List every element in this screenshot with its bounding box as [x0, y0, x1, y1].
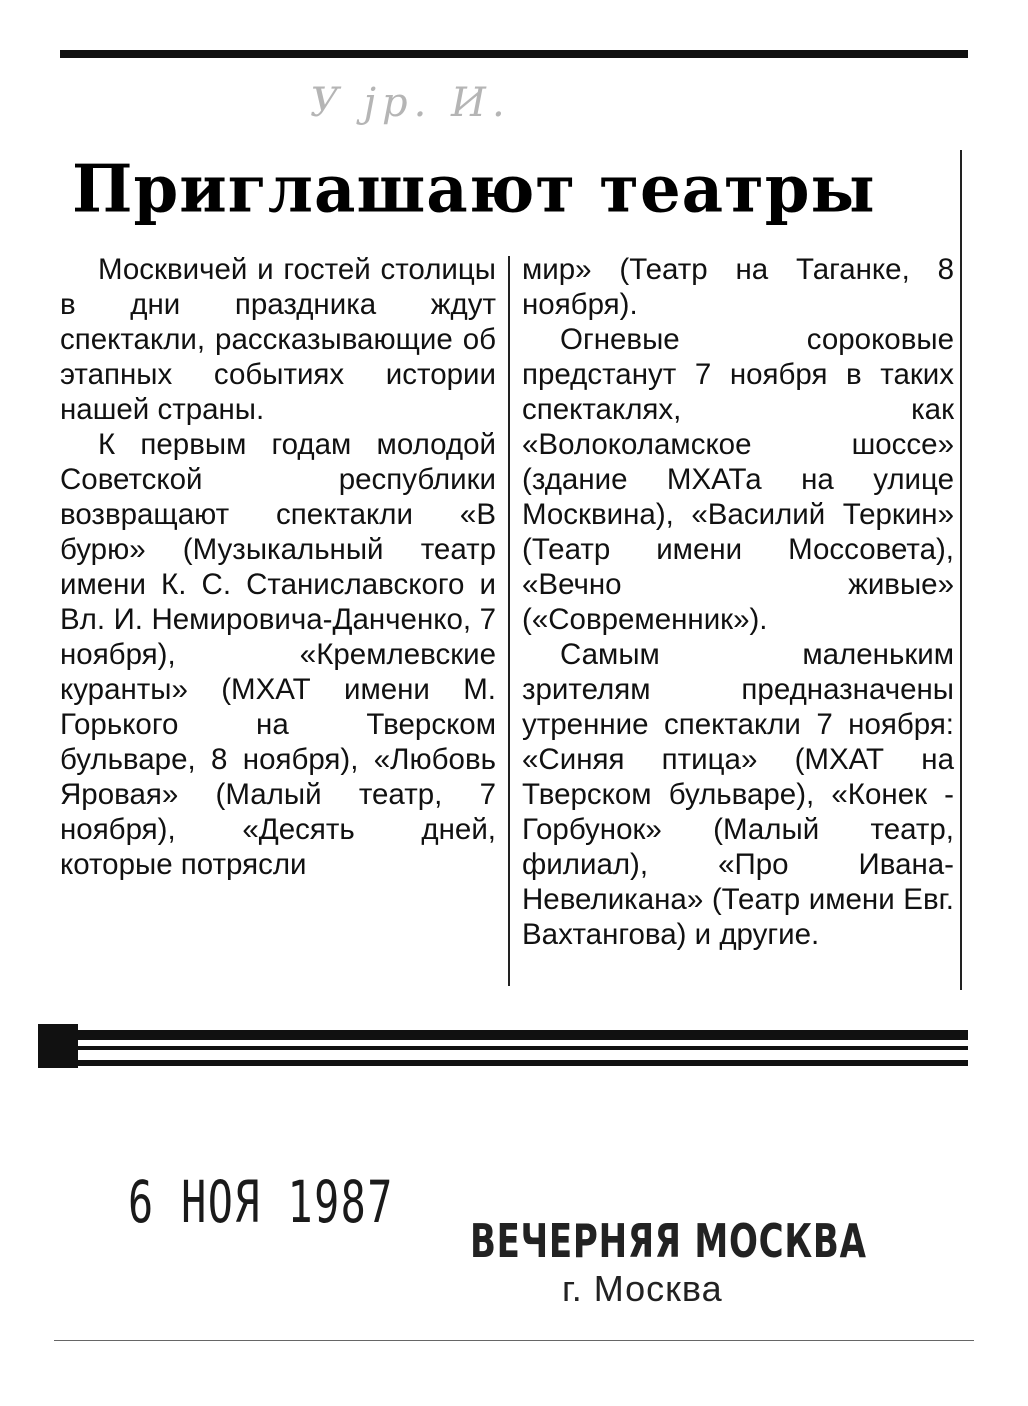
bottom-rule [40, 1030, 968, 1040]
city-stamp: г. Москва [562, 1268, 723, 1309]
paragraph: мир» (Театр на Таганке, 8 ноября). [522, 253, 954, 321]
newspaper-stamp: ВЕЧЕРНЯЯ МОСКВА [470, 1214, 867, 1268]
bottom-rule [40, 1046, 968, 1050]
paragraph: Огневые сороковые предстанут 7 ноября в таких спектаклях, как «Волоколамское шоссе» (здание МХАТа на улице Москвина), «Василий Теркин» (Театр имени Моссовета), «Вечно живые» («Современник»). [522, 323, 954, 636]
column-divider [508, 256, 510, 986]
footer-line [54, 1340, 974, 1341]
top-rule [60, 50, 968, 58]
paragraph: Самым маленьким зрителям предназначены утренние спектакли 7 ноября: «Синяя птица» (МХАТ на Тверском бульваре), «Конек - Горбунок» (Малый театр, филиал), «Про Ивана-Невеликана» (Театр имени Евг. Вахтангова) и другие. [522, 638, 954, 951]
bottom-rule [40, 1060, 968, 1066]
article-column-right [522, 252, 954, 952]
paragraph: К первым годам молодой Советской республики возвращают спектакли «В бурю» (Музыкальный театр имени К. С. Станиславского и Вл. И. Немировича-Данченко, 7 ноября), «Кремлевские куранты» (МХАТ имени М. Горького на Тверском бульваре, 8 ноября), «Любовь Яровая» (Малый театр, 7 ноября), «Десять дней, которые потрясли [60, 428, 496, 881]
paragraph: Москвичей и гостей столицы в дни праздника ждут спектакли, рассказывающие об этапных событиях истории нашей страны. [60, 253, 496, 426]
date-stamp: 6 НОЯ 1987 [128, 1168, 394, 1236]
right-border-line [960, 150, 962, 990]
headline: Приглашают театры [72, 151, 876, 228]
article-column-left [60, 252, 496, 882]
pencil-note: У јр. И. [310, 80, 511, 126]
